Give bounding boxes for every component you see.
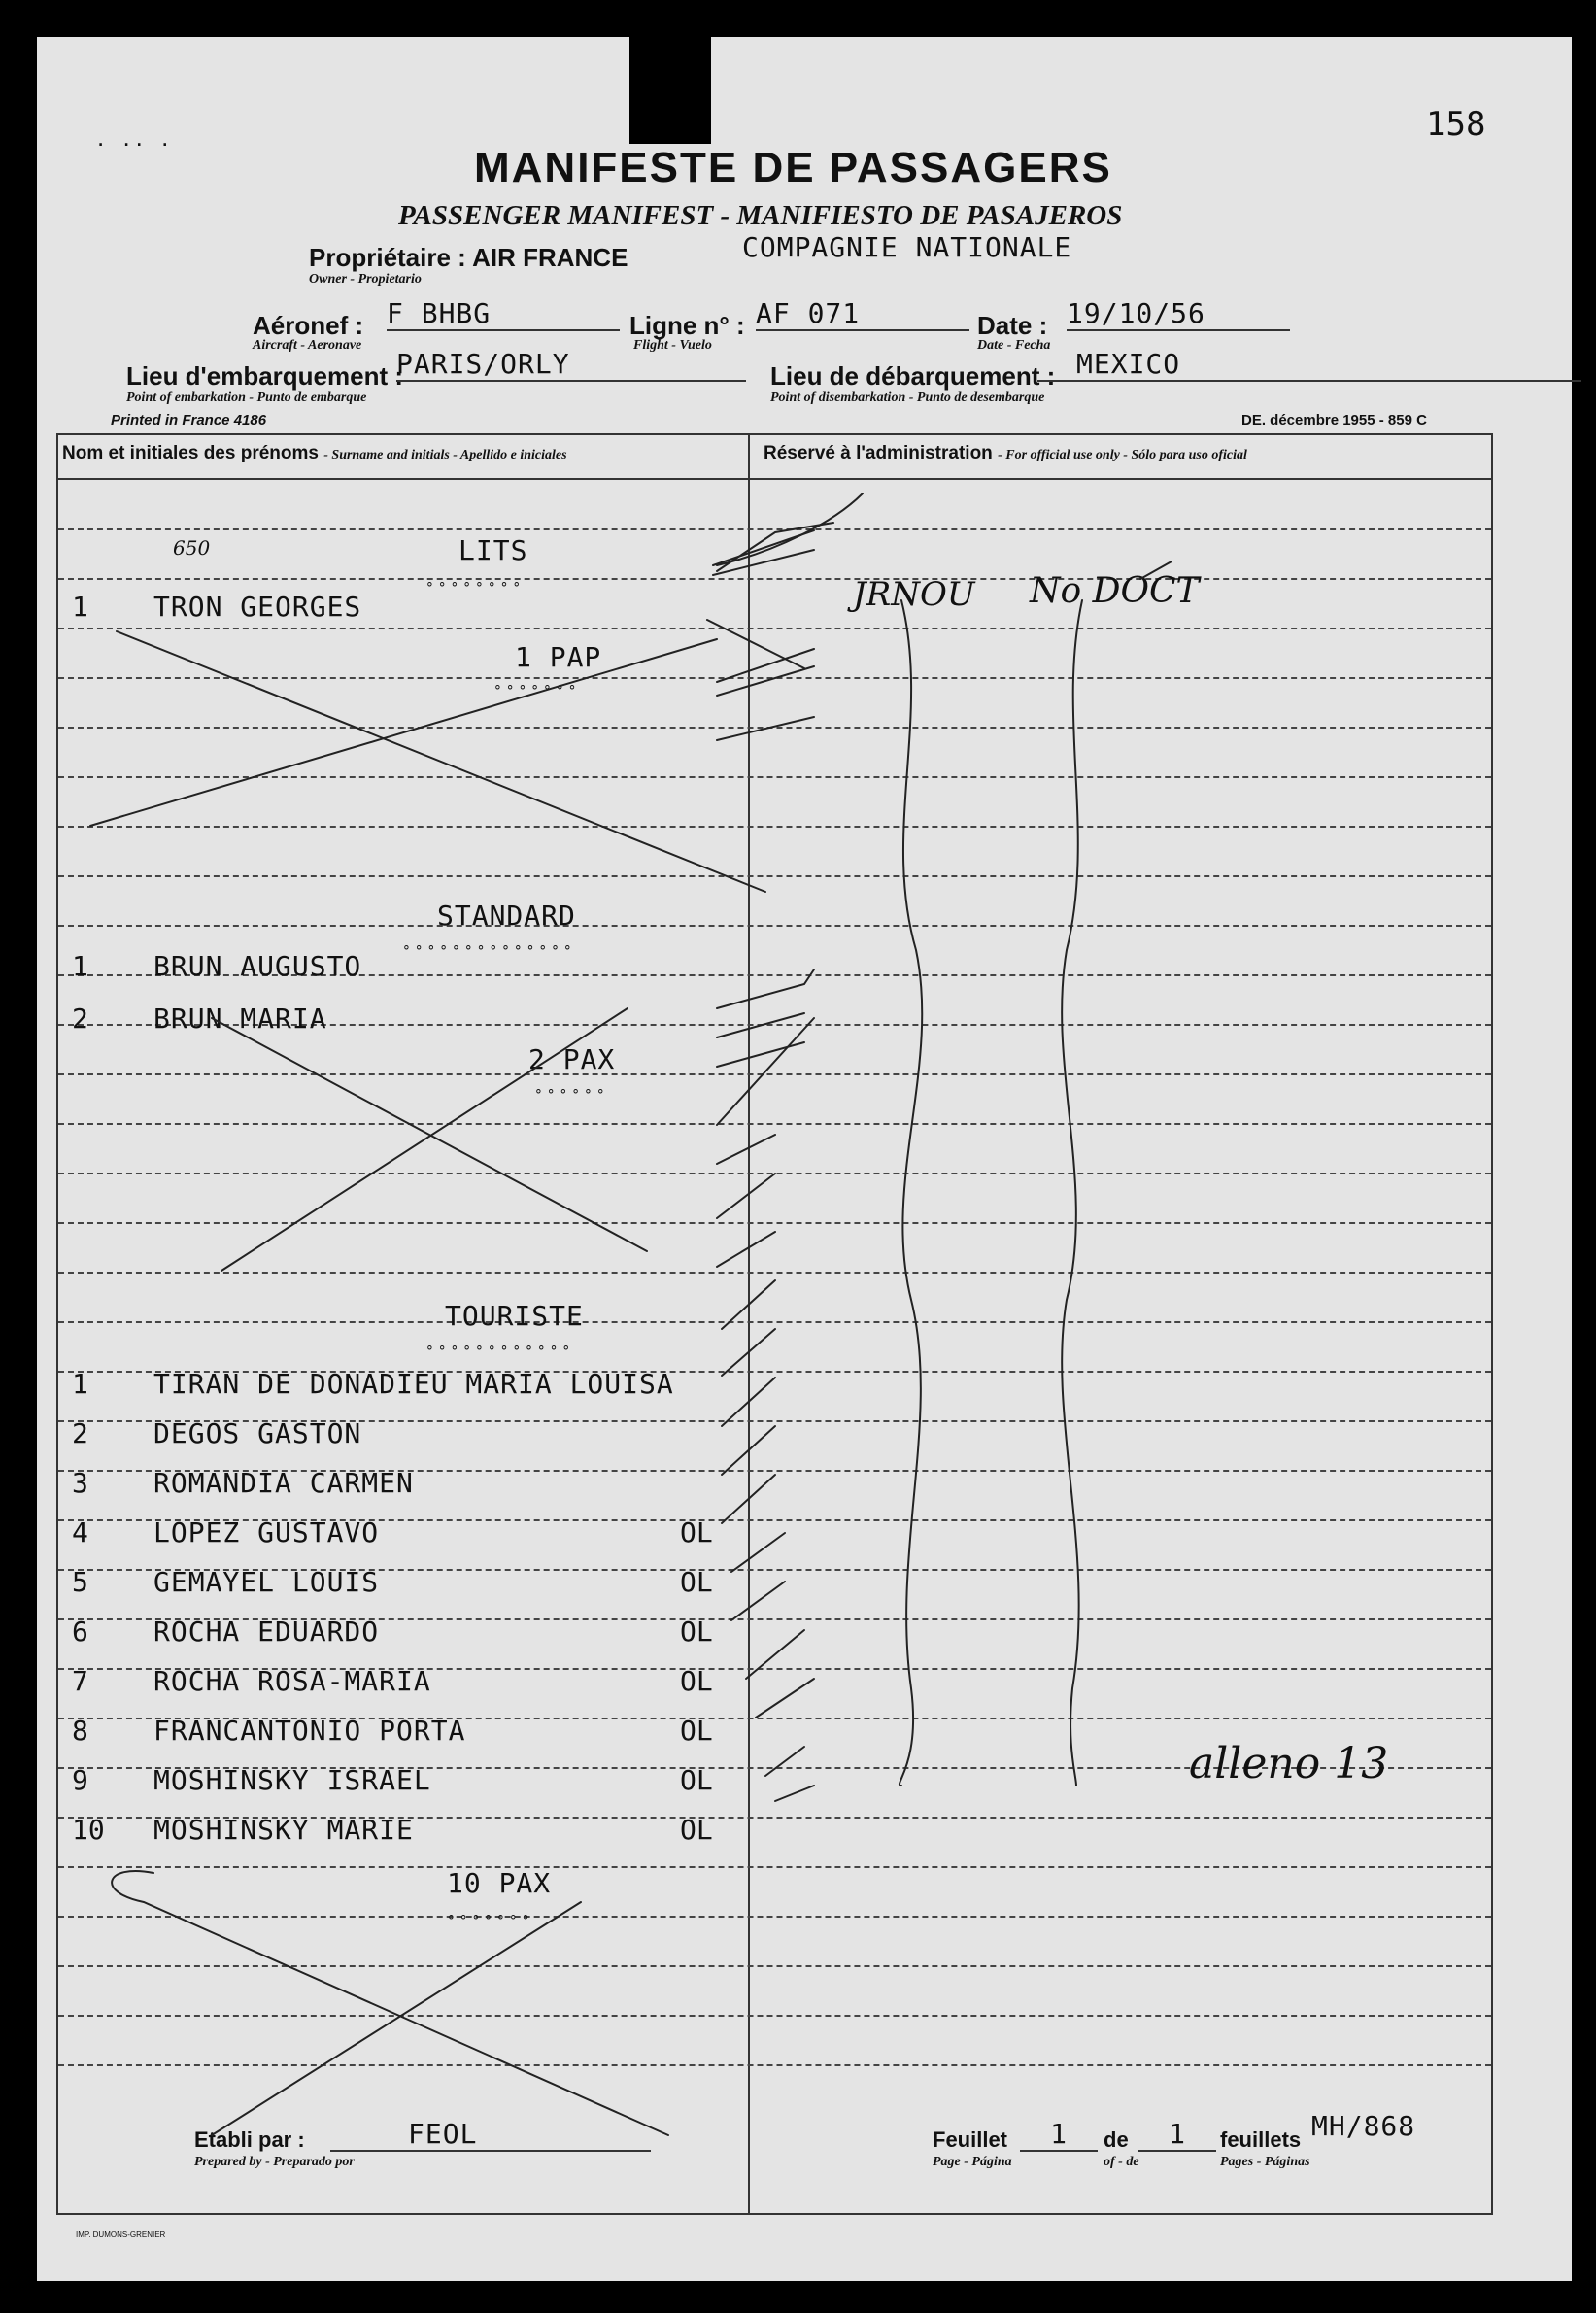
cross-out-line xyxy=(212,1018,647,1251)
passenger-number: 5 xyxy=(72,1566,88,1598)
section-dots-touriste: ∘∘∘∘∘∘∘∘∘∘∘∘ xyxy=(425,1339,575,1354)
date-label: Date : xyxy=(977,311,1048,340)
embarkation-sublabel: Point of embarkation - Punto de embarque xyxy=(126,391,367,405)
prepared-by-label: Etabli par : xyxy=(194,2127,305,2152)
flight-sublabel: Flight - Vuelo xyxy=(633,338,712,353)
passenger-number: 3 xyxy=(72,1467,88,1499)
left-header-label: Nom et initiales des prénoms xyxy=(62,443,319,463)
official-note-doct: No DOCT xyxy=(1030,571,1200,611)
cross-out-line xyxy=(212,1902,581,2135)
page-label: Feuillet xyxy=(933,2127,1008,2152)
document-title: MANIFESTE DE PASSAGERS xyxy=(474,144,1112,191)
of-label: de xyxy=(1104,2127,1129,2152)
passenger-number: 2 xyxy=(72,1417,88,1449)
passenger-number: 10 xyxy=(72,1814,105,1846)
aircraft-sublabel: Aircraft - Aeronave xyxy=(253,338,362,353)
check-mark xyxy=(765,1747,804,1776)
aircraft-value: F BHBG xyxy=(387,297,620,331)
check-mark xyxy=(775,1786,814,1801)
owner-sublabel: Owner - Propietario xyxy=(309,272,422,287)
official-note-jrnou: JRNOU xyxy=(853,575,975,614)
check-mark xyxy=(717,1013,804,1037)
section-title-standard: STANDARD xyxy=(437,900,576,932)
date-value: 19/10/56 xyxy=(1067,297,1290,331)
passenger-number: 4 xyxy=(72,1516,88,1548)
check-mark xyxy=(717,1135,775,1164)
cross-out-line xyxy=(117,631,765,892)
right-header-sub: - For official use only - Sólo para uso oficial xyxy=(998,448,1247,462)
official-note-total: alleno 13 xyxy=(1189,1739,1389,1788)
of-value: 1 xyxy=(1138,2118,1216,2152)
check-mark xyxy=(722,1378,775,1426)
embarkation-label: Lieu d'embarquement : xyxy=(126,361,403,391)
section-title-lits: LITS xyxy=(458,534,528,566)
wavy-line xyxy=(1062,600,1082,1786)
section-total-dots-lits: ∘∘∘∘∘∘∘ xyxy=(493,678,581,694)
owner-label: Propriétaire : AIR FRANCE xyxy=(309,243,628,272)
sheets-label: feuillets xyxy=(1220,2127,1302,2152)
passenger-number: 1 xyxy=(72,1368,88,1400)
passenger-code: OL xyxy=(680,1814,713,1846)
page-number: 158 xyxy=(1426,105,1486,144)
passenger-name: FRANCANTONIO PORTA xyxy=(153,1715,466,1747)
passenger-name: ROMANDIA CARMEN xyxy=(153,1467,414,1499)
disembarkation-label: Lieu de débarquement : xyxy=(770,361,1056,391)
passenger-code: OL xyxy=(680,1516,713,1548)
check-mark xyxy=(731,1533,785,1572)
passenger-name: MOSHINSKY MARIE xyxy=(153,1814,414,1846)
passenger-name: ROCHA ROSA-MARIA xyxy=(153,1665,431,1697)
passenger-name: DEGOS GASTON xyxy=(153,1417,362,1449)
check-mark xyxy=(717,666,814,696)
passenger-name: TIRAN DE DONADIEU MARIA LOUISA xyxy=(153,1368,674,1400)
check-mark xyxy=(1140,561,1172,579)
page-value: 1 xyxy=(1020,2118,1098,2152)
owner-value: COMPAGNIE NATIONALE xyxy=(742,231,1072,263)
check-mark xyxy=(717,1042,804,1067)
sheets-sub: Pages - Páginas xyxy=(1220,2155,1310,2169)
manifest-reference: MH/868 xyxy=(1311,2110,1416,2142)
disembarkation-sublabel: Point of disembarkation - Punto de desembarque xyxy=(770,391,1045,405)
passenger-number: 1 xyxy=(72,591,88,623)
of-sub: of - de xyxy=(1104,2155,1139,2169)
disembarkation-value: MEXICO xyxy=(1037,348,1581,382)
check-mark xyxy=(717,1232,775,1267)
passenger-name: MOSHINSKY ISRAEL xyxy=(153,1764,431,1796)
section-total-dots-touriste: ∘∘∘∘∘∘∘ xyxy=(447,1908,534,1923)
manifest-page xyxy=(37,37,1572,2281)
check-mark xyxy=(717,969,814,1008)
form-reference: DE. décembre 1955 - 859 C xyxy=(1241,412,1427,428)
wavy-line xyxy=(900,600,922,1786)
section-title-touriste: TOURISTE xyxy=(445,1300,584,1332)
date-sublabel: Date - Fecha xyxy=(977,338,1051,353)
passenger-code: OL xyxy=(680,1715,713,1747)
handwritten-marks xyxy=(37,37,1572,2281)
check-mark xyxy=(722,1280,775,1329)
cross-out-line xyxy=(112,1871,668,2135)
passenger-code: OL xyxy=(680,1665,713,1697)
passenger-number: 6 xyxy=(72,1616,88,1648)
right-header-label: Réservé à l'administration xyxy=(764,443,993,463)
section-note: 650 xyxy=(173,536,211,560)
passenger-code: OL xyxy=(680,1764,713,1796)
section-total-dots-standard: ∘∘∘∘∘∘ xyxy=(534,1082,609,1098)
left-header-sub: - Surname and initials - Apellido e iniciales xyxy=(323,448,567,462)
section-total-touriste: 10 PAX xyxy=(447,1867,552,1899)
prepared-by-value: FEOL xyxy=(330,2118,651,2152)
passenger-name: TRON GEORGES xyxy=(153,591,362,623)
check-mark xyxy=(717,717,814,740)
printed-note: Printed in France 4186 xyxy=(111,412,267,428)
document-subtitle: PASSENGER MANIFEST - MANIFIESTO DE PASAJEROS xyxy=(398,200,1123,231)
passenger-name: GEMAYEL LOUIS xyxy=(153,1566,380,1598)
passenger-name: LOPEZ GUSTAVO xyxy=(153,1516,380,1548)
section-total-lits: 1 PAP xyxy=(515,641,602,673)
passenger-name: BRUN MARIA xyxy=(153,1003,327,1035)
passenger-number: 9 xyxy=(72,1764,88,1796)
embarkation-value: PARIS/ORLY xyxy=(396,348,746,382)
check-mark xyxy=(722,1475,775,1523)
cross-out-line xyxy=(221,1008,628,1271)
cross-out-line xyxy=(90,639,717,826)
passenger-code: OL xyxy=(680,1616,713,1648)
prepared-by-sub: Prepared by - Preparado por xyxy=(194,2155,355,2169)
section-total-standard: 2 PAX xyxy=(528,1043,616,1075)
check-mark xyxy=(756,1679,814,1718)
page-sub: Page - Página xyxy=(933,2155,1012,2169)
section-dots-standard: ∘∘∘∘∘∘∘∘∘∘∘∘∘∘ xyxy=(402,938,576,954)
passenger-name: BRUN AUGUSTO xyxy=(153,950,362,982)
passenger-code: OL xyxy=(680,1566,713,1598)
passenger-number: 7 xyxy=(72,1665,88,1697)
flight-label: Ligne n° : xyxy=(629,311,745,340)
flight-value: AF 071 xyxy=(756,297,969,331)
top-dots: . .. . xyxy=(97,122,175,152)
check-mark xyxy=(722,1426,775,1475)
check-mark xyxy=(746,1630,804,1679)
passenger-number: 2 xyxy=(72,1003,88,1035)
passenger-number: 1 xyxy=(72,950,88,982)
passenger-number: 8 xyxy=(72,1715,88,1747)
check-mark xyxy=(707,620,804,668)
printer-imprint: IMP. DUMONS-GRENIER xyxy=(76,2230,166,2239)
section-dots-lits: ∘∘∘∘∘∘∘∘ xyxy=(425,575,526,591)
aircraft-label: Aéronef : xyxy=(253,311,364,340)
passenger-name: ROCHA EDUARDO xyxy=(153,1616,380,1648)
check-mark xyxy=(731,1582,785,1620)
check-mark xyxy=(722,1329,775,1376)
check-mark xyxy=(717,1174,775,1218)
